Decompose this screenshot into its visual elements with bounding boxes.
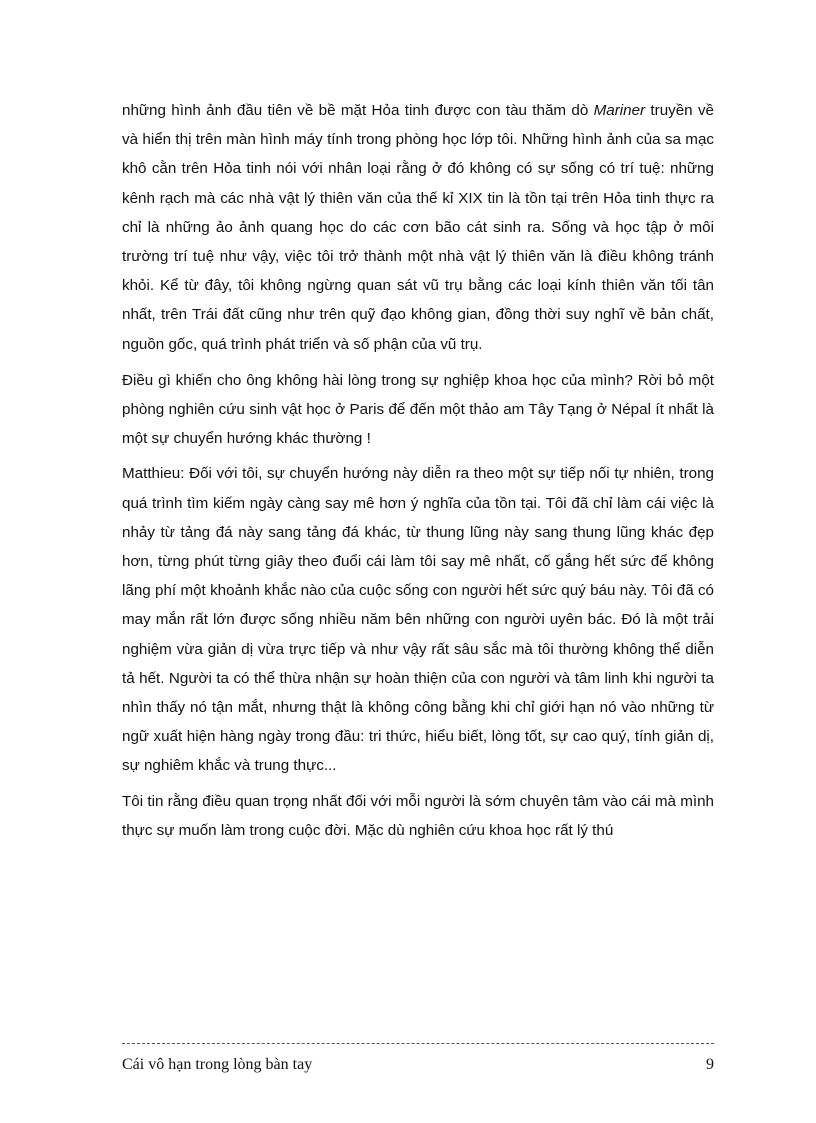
mariner-italic: Mariner xyxy=(593,102,646,119)
paragraph-1-rest: truyền về và hiển thị trên màn hình máy tính trong phòng học lớp tôi. Những hình ảnh của sa mạc khô cằn trên Hỏa tinh nói với nhân loại rằng ở đó không có sự sống có trí tuệ: những kênh rạch mà các nhà vật lý thiên văn của thế kỉ XIX tin là tồn tại trên Hỏa tinh thực ra chỉ là những ảo ảnh quang học do các cơn bão cát sinh ra. Sống và học tập ở môi trường trí tuệ như vậy, việc tôi trở thành một nhà vật lý thiên văn là điều không tránh khỏi. Kể từ đây, tôi không ngừng quan sát vũ trụ bằng các loại kính thiên văn tối tân nhất, trên Trái đất cũng như trên quỹ đạo không gian, đồng thời suy nghĩ về bản chất, nguồn gốc, quá trình phát triển và số phận của vũ trụ. xyxy=(122,102,714,353)
page-body xyxy=(122,96,714,851)
page-footer xyxy=(122,1055,714,1075)
paragraph-1 xyxy=(122,96,714,359)
footer-page-number: 9 xyxy=(706,1056,714,1073)
answer-paragraph: Matthieu: Đối với tôi, sự chuyển hướng này diễn ra theo một sự tiếp nối tự nhiên, trong quá trình tìm kiếm ngày càng say mê hơn ý nghĩa của tồn tại. Tôi đã chỉ làm cái việc là nhảy từ tảng đá này sang tảng đá khác, từ thung lũng này sang thung lũng khác đẹp hơn, từng phút từng giây theo đuổi cái làm tôi say mê nhất, cố gắng hết sức để không lãng phí một khoảnh khắc nào của cuộc sống con người hết sức quý báu này. Tôi đã có may mắn rất lớn được sống nhiều năm bên những con người uyên bác. Đó là một trải nghiệm vừa giản dị vừa trực tiếp và như vậy rất sâu sắc mà tôi thường không thể diễn tả hết. Người ta có thể thừa nhận sự hoàn thiện của con người và tâm linh khi người ta nhìn thấy nó tận mắt, nhưng thật là không công bằng khi chỉ giới hạn nó vào những từ ngữ xuất hiện hàng ngày trong đầu: tri thức, hiểu biết, lòng tốt, sự cao quý, tính giản dị, sự nghiêm khắc và trung thực... xyxy=(122,465,714,775)
question-paragraph: Điều gì khiến cho ông không hài lòng trong sự nghiệp khoa học của mình? Rời bỏ một phòng nghiên cứu sinh vật học ở Paris để đến một thảo am Tây Tạng ở Népal ít nhất là một sự chuyển hướng khác thường ! xyxy=(122,371,714,448)
continuation-paragraph: Tôi tin rằng điều quan trọng nhất đối với mỗi người là sớm chuyên tâm vào cái mà mình thực sự muốn làm trong cuộc đời. Mặc dù nghiên cứu khoa học rất lý thú xyxy=(122,792,714,839)
footer-divider xyxy=(122,1043,714,1044)
paragraph-1-start: những hình ảnh đầu tiên về bề mặt Hỏa tinh được con tàu thăm dò xyxy=(122,102,594,119)
footer-book-title: Cái vô hạn trong lòng bàn tay xyxy=(122,1056,313,1073)
